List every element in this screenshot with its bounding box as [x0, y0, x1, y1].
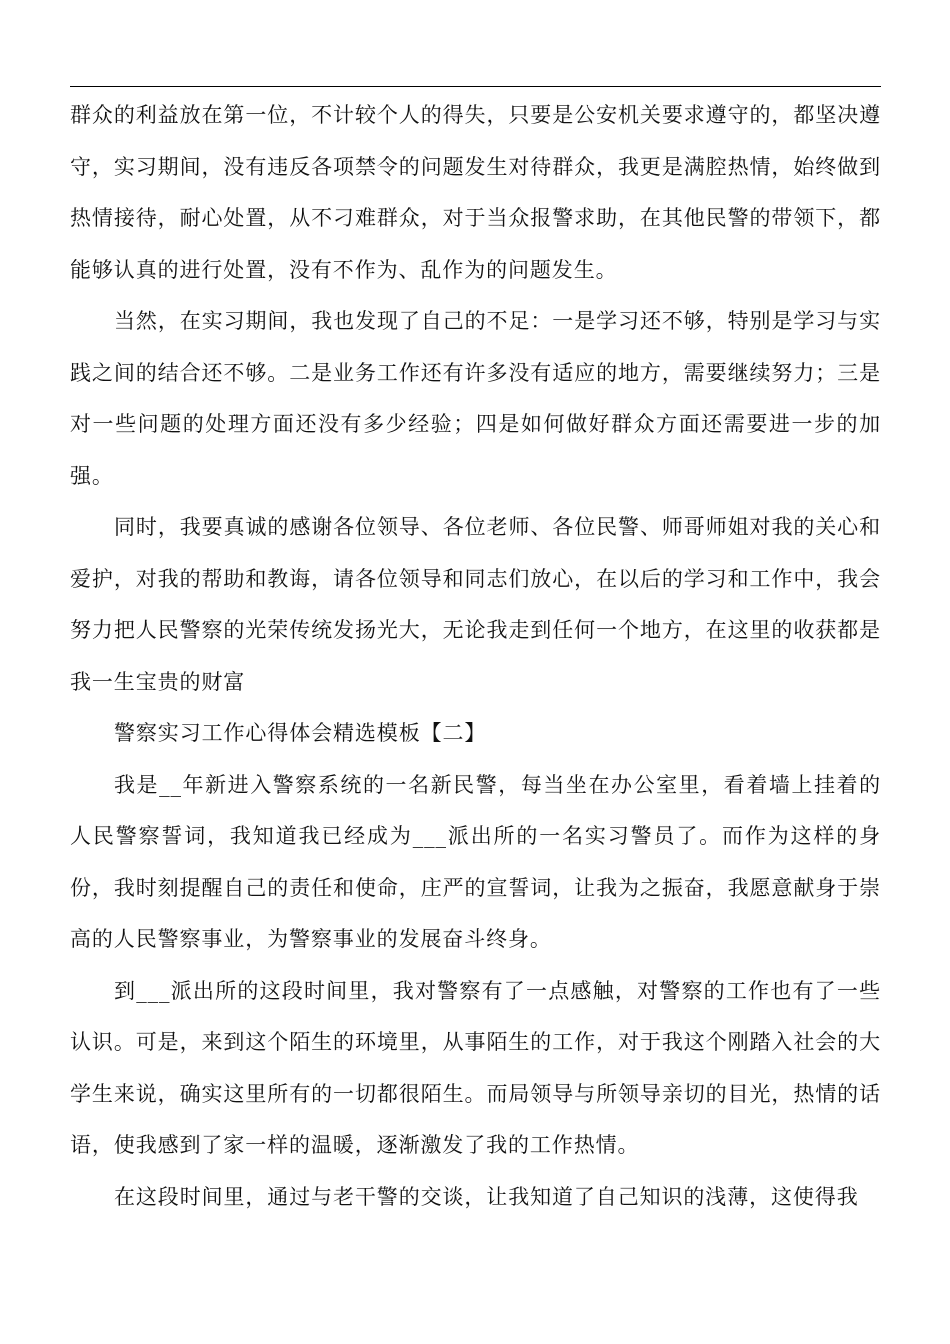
section-heading: 警察实习工作心得体会精选模板【二】	[114, 721, 487, 745]
paragraph-1-continued: 群众的利益放在第一位，不计较个人的得失，只要是公安机关要求遵守的，都坚决遵守，实习期间，没有违反各项禁令的问题发生对待群众，我更是满腔热情，始终做到热情接待，耐心处置，从不刁难群众，对于当众报警求助，在其他民警的带领下，都能够认真的进行处置，没有不作为、乱作为的问题发生。	[70, 103, 881, 282]
paragraph-impressions: 到___派出所的这段时间里，我对警察有了一点感触，对警察的工作也有了一些认识。可是，来到这个陌生的环境里，从事陌生的工作，对于我这个刚踏入社会的大学生来说，确实这里所有的一切都很陌生。而局领导与所领导亲切的目光，热情的话语，使我感到了家一样的温暖，逐渐激发了我的工作热情。	[70, 978, 881, 1157]
paragraph-learning: 在这段时间里，通过与老干警的交谈，让我知道了自己知识的浅薄，这使得我	[114, 1184, 859, 1209]
header-rule	[70, 86, 881, 87]
paragraph-introduction: 我是__年新进入警察系统的一名新民警，每当坐在办公室里，看着墙上挂着的人民警察誓词，我知道我已经成为___派出所的一名实习警员了。而作为这样的身份，我时刻提醒自己的责任和使命，庄严的宣誓词，让我为之振奋，我愿意献身于崇高的人民警察事业，为警察事业的发展奋斗终身。	[70, 772, 881, 951]
paragraph-thanks: 同时，我要真诚的感谢各位领导、各位老师、各位民警、师哥师姐对我的关心和爱护，对我的帮助和教诲，请各位领导和同志们放心，在以后的学习和工作中，我会努力把人民警察的光荣传统发扬光大，无论我走到任何一个地方，在这里的收获都是我一生宝贵的财富	[70, 515, 881, 694]
paragraph-shortcomings: 当然，在实习期间，我也发现了自己的不足：一是学习还不够，特别是学习与实践之间的结合还不够。二是业务工作还有许多没有适应的地方，需要继续努力；三是对一些问题的处理方面还没有多少经验；四是如何做好群众方面还需要进一步的加强。	[70, 309, 881, 488]
document-body	[70, 90, 881, 1223]
